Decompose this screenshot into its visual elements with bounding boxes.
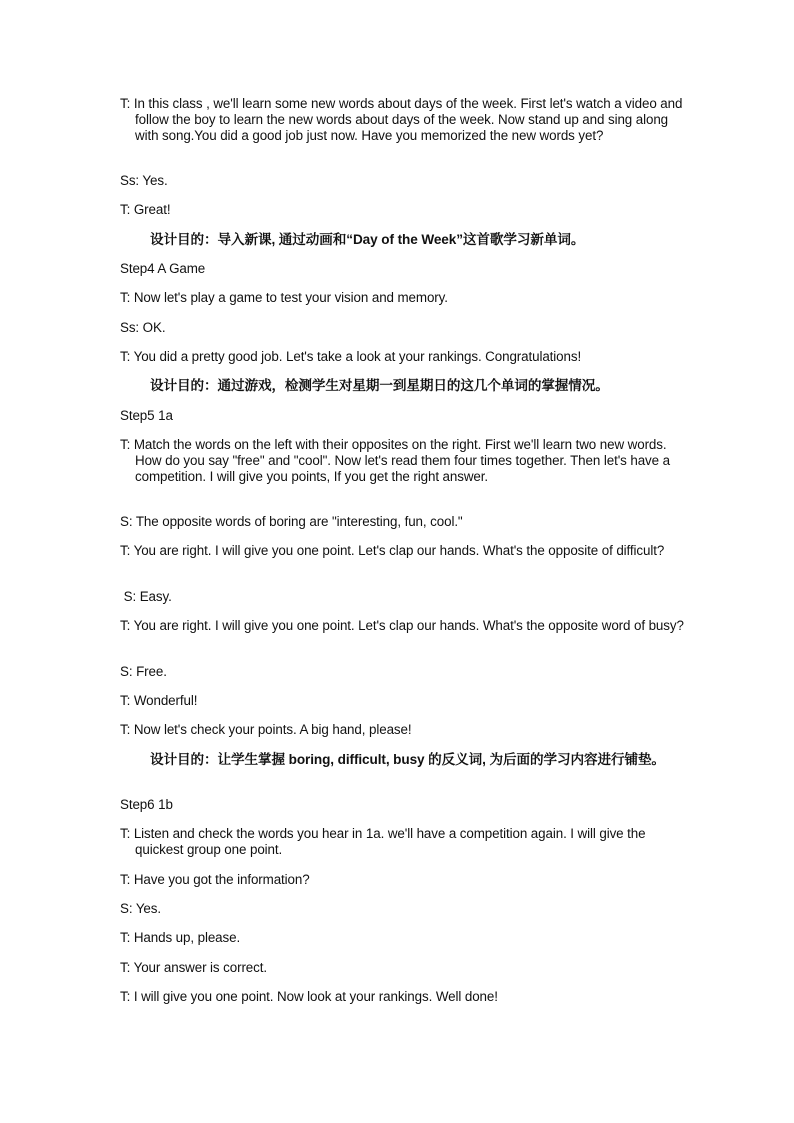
teacher-line: T: Listen and check the words you hear in 1a. we'll have a competition again. I will give the quickest group one point.	[120, 826, 646, 857]
teacher-line: T: Your answer is correct.	[120, 960, 267, 975]
student-line: S: The opposite words of boring are "interesting, fun, cool."	[120, 514, 463, 529]
teacher-line: T: You are right. I will give you one point. Let's clap our hands. What's the opposite of difficult?	[120, 543, 665, 558]
teacher-line: T: Wonderful!	[120, 693, 198, 708]
teacher-line: T: Have you got the information?	[120, 872, 310, 887]
students-line: Ss: Yes.	[120, 173, 168, 188]
student-line: S: Easy.	[120, 589, 172, 604]
teacher-line: T: Now let's play a game to test your vision and memory.	[120, 290, 448, 305]
students-line: Ss: OK.	[120, 320, 166, 335]
step-heading: Step6 1b	[120, 797, 173, 812]
teacher-line: T: Match the words on the left with their opposites on the right. First we'll learn two new words. How do you say "free" and "cool". Now let's read them four times together. Then let's have a competition. I will give you points, If you get the right answer.	[120, 437, 670, 484]
student-line: S: Yes.	[120, 901, 161, 916]
teacher-line: T: In this class , we'll learn some new words about days of the week. First let's watch a video and follow the boy to learn the new words about days of the week. Now stand up and sing along with song.You did a good job just now. Have you memorized the new words yet?	[120, 96, 683, 143]
student-line: S: Free.	[120, 664, 167, 679]
step-heading: Step4 A Game	[120, 261, 206, 276]
design-purpose-note: 设计目的：让学生掌握 boring, difficult, busy 的反义词, 为后面的学习内容进行铺垫。	[150, 752, 665, 767]
teacher-line: T: I will give you one point. Now look at your rankings. Well done!	[120, 989, 498, 1004]
teacher-line: T: Great!	[120, 202, 171, 217]
teacher-line: T: You are right. I will give you one point. Let's clap our hands. What's the opposite word of busy?	[120, 618, 684, 633]
teacher-line: T: Hands up, please.	[120, 930, 241, 945]
teacher-line: T: You did a pretty good job. Let's take a look at your rankings. Congratulations!	[120, 349, 582, 364]
design-purpose-note: 设计目的：通过游戏，检测学生对星期一到星期日的这几个单词的掌握情况。	[150, 378, 609, 393]
design-purpose-note: 设计目的：导入新课, 通过动画和“Day of the Week”这首歌学习新单词。	[150, 232, 585, 247]
teacher-line: T: Now let's check your points. A big hand, please!	[120, 722, 412, 737]
step-heading: Step5 1a	[120, 408, 173, 423]
